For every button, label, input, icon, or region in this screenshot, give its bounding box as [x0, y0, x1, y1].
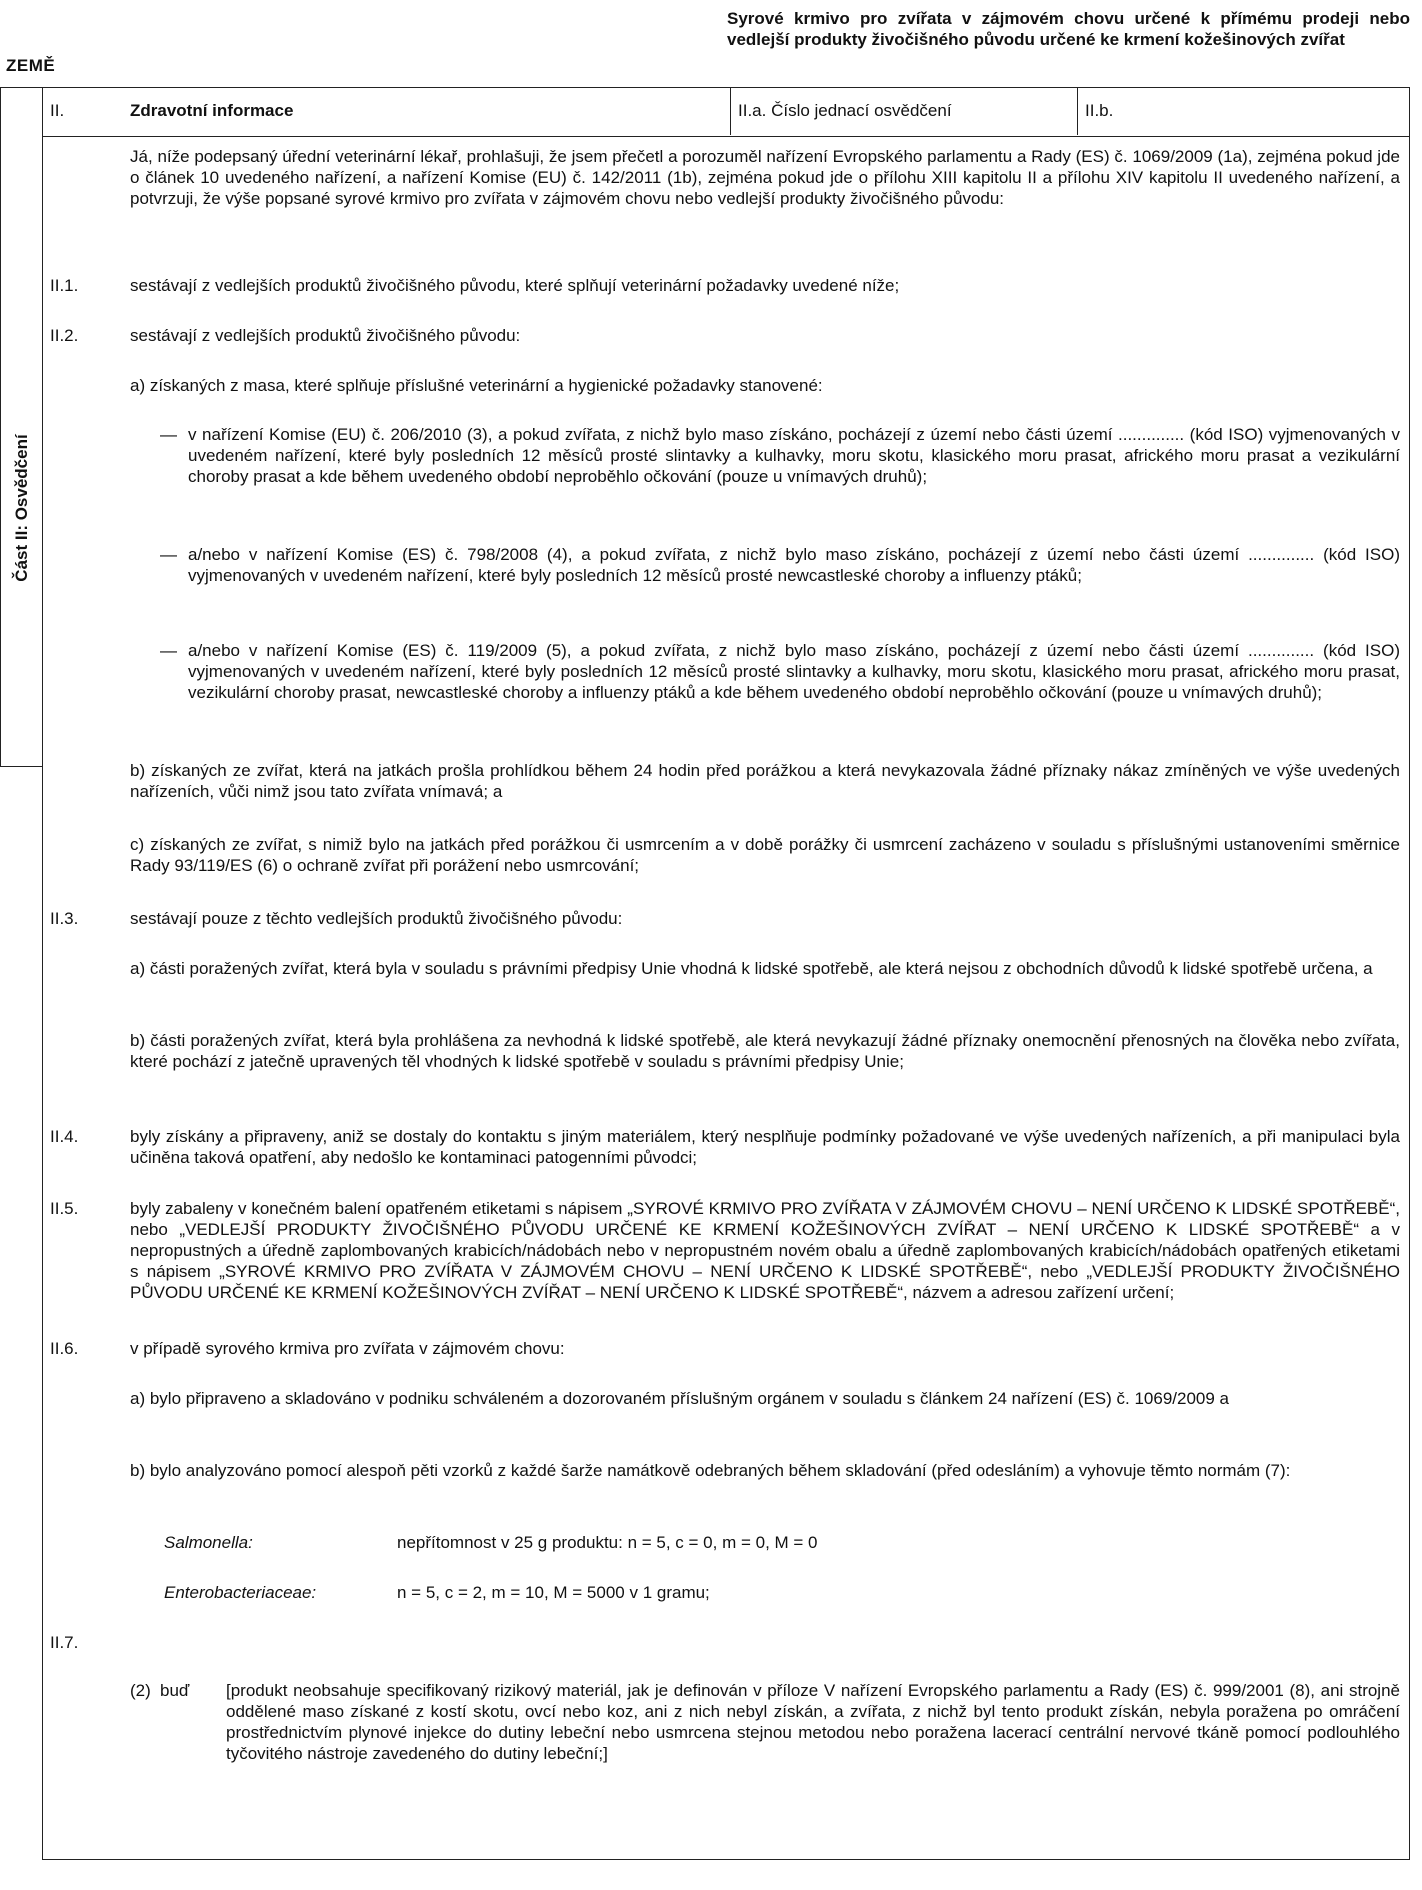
- item-text: sestávají pouze z těchto vedlejších produktů živočišného původu:: [130, 909, 623, 928]
- item-number: II.6.: [50, 1339, 79, 1358]
- regulation-clause: a/nebo v nařízení Komise (ES) č. 119/2009 (5), a pokud zvířata, z nichž bylo maso získáno, pocházejí z území nebo části území .............. (kód ISO) vyjmenovaných v uvedeném nařízení, které byly posledních 12 měsíců prosté slintavky a kulhavky, moru skotu, klasického moru prasat, afrického moru prasat, vezikulární choroby prasat, newcastleské choroby a influenzy ptáků a kde během uvedeného období neproběhlo očkování (pouze u vnímavých druhů);: [188, 641, 1400, 702]
- document-title: Syrové krmivo pro zvířata v zájmovém chovu určené k přímému prodeji nebo vedlejší produkty živočišného původu určené ke krmení kožešinových zvířat: [727, 9, 1410, 49]
- footnote-ref: (2): [130, 1681, 151, 1700]
- regulation-clause: a/nebo v nařízení Komise (ES) č. 798/2008 (4), a pokud zvířata, z nichž bylo maso získáno, pocházejí z území nebo části území .............. (kód ISO) vyjmenovaných v uvedeném nařízení, které byly posledních 12 měsíců prosté newcastleské choroby a influenzy ptáků;: [188, 545, 1400, 585]
- section-title: Zdravotní informace: [130, 101, 294, 120]
- sub-item-c: c) získaných ze zvířat, s nimiž bylo na jatkách před porážkou či usmrcením a v době porážky či usmrcení zacházeno v souladu s příslušnými ustanoveními směrnice Rady 93/119/ES (6) o ochraně zvířat při porážení nebo usmrcování;: [130, 835, 1400, 875]
- dash-marker: —: [160, 545, 177, 564]
- item-text: byly získány a připraveny, aniž se dostaly do kontaktu s jiným materiálem, který nesplňuje podmínky požadované ve výše uvedených nařízeních, a při manipulaci byla učiněna taková opatření, aby nedošlo ke kontaminaci patogenními původci;: [130, 1127, 1400, 1167]
- part-label: Část II: Osvědčení: [12, 434, 31, 582]
- sub-item-b: b) části poražených zvířat, která byla prohlášena za nevhodná k lidské spotřebě, ale která nevykazují žádné příznaky onemocnění přenosných na člověka nebo zvířata, které pochází z jatečně upravených těl vhodných k lidské spotřebě v souladu s právními předpisy Unie;: [130, 1031, 1400, 1071]
- country-label: ZEMĚ: [6, 56, 56, 75]
- dash-marker: —: [160, 641, 177, 660]
- intro-paragraph: Já, níže podepsaný úřední veterinární lékař, prohlašuji, že jsem přečetl a porozuměl nařízení Evropského parlamentu a Rady (ES) č. 1069/2009 (1a), zejména pokud jde o článek 10 uvedeného nařízení, a nařízení Komise (EU) č. 142/2011 (1b), zejména pokud jde o přílohu XIII kapitolu II a přílohu XIV kapitolu II uvedeného nařízení, a potvrzuji, že výše popsané syrové krmivo pro zvířata v zájmovém chovu nebo vedlejší produkty živočišného původu:: [130, 147, 1400, 208]
- item-text: sestávají z vedlejších produktů živočišného původu:: [130, 326, 521, 345]
- item-text: sestávají z vedlejších produktů živočišného původu, které splňují veterinární požadavky uvedené níže;: [130, 276, 900, 295]
- sub-item-b: b) získaných ze zvířat, která na jatkách prošla prohlídkou během 24 hodin před porážkou a která nevykazovala žádné příznaky nákaz zmíněných ve výše uvedených nařízeních, vůči nimž jsou tato zvířata vnímavá; a: [130, 761, 1400, 801]
- header-divider: [1077, 87, 1078, 135]
- item-number: II.2.: [50, 326, 79, 345]
- regulation-clause: v nařízení Komise (EU) č. 206/2010 (3), a pokud zvířata, z nichž bylo maso získáno, pocházejí z území nebo části území .............. (kód ISO) vyjmenovaných v uvedeném nařízení, které byly posledních 12 měsíců prosté slintavky a kulhavky, moru skotu, klasického moru prasat, afrického moru prasat a vezikulární choroby prasat a kde během uvedeného období neproběhlo očkování (pouze u vnímavých druhů);: [188, 425, 1400, 486]
- header-divider: [730, 87, 731, 135]
- section-header-row: [42, 87, 1410, 137]
- certificate-reference-label: II.a. Číslo jednací osvědčení: [738, 101, 952, 120]
- ref-b-label: II.b.: [1085, 101, 1114, 120]
- criterion-value: n = 5, c = 2, m = 10, M = 5000 v 1 gramu;: [397, 1583, 710, 1602]
- item-text: v případě syrového krmiva pro zvířata v zájmovém chovu:: [130, 1339, 565, 1358]
- option-word: buď: [160, 1681, 190, 1700]
- item-number: II.1.: [50, 276, 79, 295]
- criterion-value: nepřítomnost v 25 g produktu: n = 5, c = 0, m = 0, M = 0: [397, 1533, 818, 1552]
- item-number: II.7.: [50, 1633, 79, 1652]
- criterion-name: Salmonella:: [164, 1533, 253, 1552]
- item-number: II.3.: [50, 909, 79, 928]
- dash-marker: —: [160, 425, 177, 444]
- criterion-name: Enterobacteriaceae:: [164, 1583, 317, 1602]
- sub-item-b: b) bylo analyzováno pomocí alespoň pěti vzorků z každé šarže namátkově odebraných během skladování (před odesláním) a vyhovuje těmto normám (7):: [130, 1461, 1291, 1480]
- item-number: II.5.: [50, 1199, 79, 1218]
- part-sidebar: [0, 87, 42, 767]
- sub-item-a: a) bylo připraveno a skladováno v podniku schváleném a dozorovaném příslušným orgánem v souladu s článkem 24 nařízení (ES) č. 1069/2009 a: [130, 1389, 1229, 1408]
- item-text: byly zabaleny v konečném balení opatřeném etiketami s nápisem „SYROVÉ KRMIVO PRO ZVÍŘATA V ZÁJMOVÉM CHOVU – NENÍ URČENO K LIDSKÉ SPOTŘEBĚ“, nebo „VEDLEJŠÍ PRODUKTY ŽIVOČIŠNÉHO PŮVODU URČENÉ KE KRMENÍ KOŽEŠINOVÝCH ZVÍŘAT – NENÍ URČENO K LIDSKÉ SPOTŘEBĚ“ a v nepropustných a úředně zaplombovaných krabicích/nádobách nebo v nepropustném novém obalu a úředně zaplombovaných krabicích/nádobách opatřených etiketami s nápisem „SYROVÉ KRMIVO PRO ZVÍŘATA V ZÁJMOVÉM CHOVU – NENÍ URČENO K LIDSKÉ SPOTŘEBĚ“, nebo „VEDLEJŠÍ PRODUKTY ŽIVOČIŠNÉHO PŮVODU URČENÉ KE KRMENÍ KOŽEŠINOVÝCH ZVÍŘAT – NENÍ URČENO K LIDSKÉ SPOTŘEBĚ“, názvem a adresou zařízení určení;: [130, 1199, 1400, 1302]
- item-number: II.4.: [50, 1127, 79, 1146]
- sub-item-a: a) části poražených zvířat, která byla v souladu s právními předpisy Unie vhodná k lidské spotřebě, ale která nejsou z obchodních důvodů k lidské spotřebě určena, a: [130, 959, 1373, 978]
- section-number: II.: [50, 101, 65, 120]
- option-text: [produkt neobsahuje specifikovaný rizikový materiál, jak je definován v příloze V nařízení Evropského parlamentu a Rady (ES) č. 999/2001 (8), ani strojně oddělené maso získané z kostí skotu, ovcí nebo koz, ani z nich nebyl získán, a zvířata, z nichž byl tento produkt získán, nebyla poražena po omráčení prostřednictvím plynové injekce do dutiny lebeční nebo usmrcena stejnou metodou nebo poražena lacerací centrální nervové tkáně pomocí podlouhlého tyčovitého nástroje zavedeného do dutiny lebeční;]: [226, 1681, 1400, 1763]
- sub-item-a: a) získaných z masa, které splňuje příslušné veterinární a hygienické požadavky stanovené:: [130, 376, 823, 395]
